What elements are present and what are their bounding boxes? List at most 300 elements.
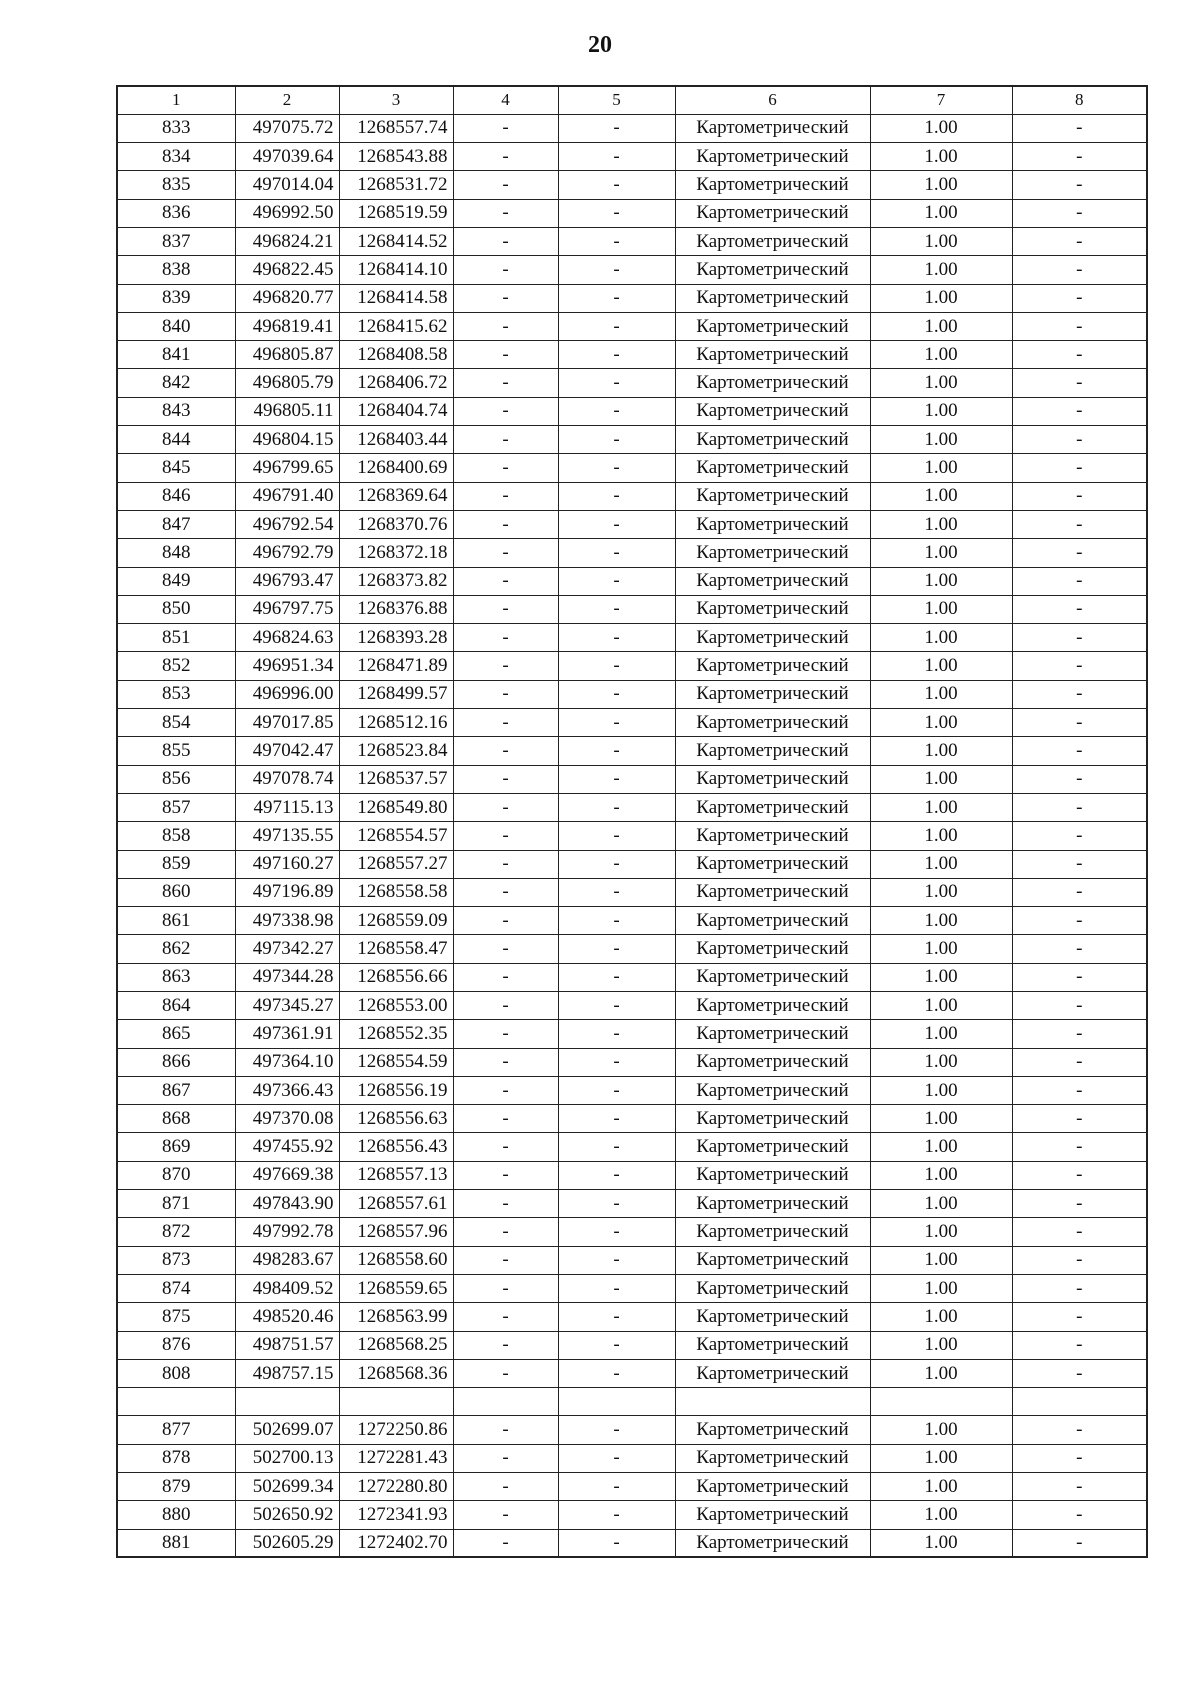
table-row	[117, 1274, 1147, 1302]
cell-coord-y: 1268554.57	[339, 822, 453, 850]
cell-col-4: -	[453, 1303, 558, 1331]
cell-col-8: -	[1012, 709, 1147, 737]
cell-accuracy: 1.00	[870, 312, 1012, 340]
cell-col-4: -	[453, 539, 558, 567]
cell-coord-x: 497843.90	[235, 1190, 339, 1218]
cell-coord-y: 1268558.58	[339, 878, 453, 906]
cell-col-5: -	[558, 1020, 675, 1048]
cell-col-5: -	[558, 1218, 675, 1246]
cell-col-8: -	[1012, 369, 1147, 397]
cell-col-5: -	[558, 850, 675, 878]
cell-col-4: -	[453, 312, 558, 340]
cell-col-4: -	[453, 284, 558, 312]
cell-method: Картометрический	[675, 1501, 870, 1529]
cell-col-5: -	[558, 1246, 675, 1274]
cell-coord-y: 1268559.09	[339, 907, 453, 935]
cell-col-4: -	[453, 227, 558, 255]
cell-col-8: -	[1012, 426, 1147, 454]
cell-col-8: -	[1012, 822, 1147, 850]
cell-col-5: -	[558, 878, 675, 906]
cell-coord-y: 1268415.62	[339, 312, 453, 340]
cell-point-number: 854	[117, 709, 235, 737]
cell-coord-y: 1268563.99	[339, 1303, 453, 1331]
cell-coord-x: 496792.54	[235, 510, 339, 538]
table-row	[117, 143, 1147, 171]
cell-col-5: -	[558, 1105, 675, 1133]
cell-accuracy: 1.00	[870, 992, 1012, 1020]
cell-accuracy: 1.00	[870, 397, 1012, 425]
cell-coord-y: 1268552.35	[339, 1020, 453, 1048]
cell-col-8: -	[1012, 454, 1147, 482]
cell-col-5: -	[558, 227, 675, 255]
cell-col-8: -	[1012, 1303, 1147, 1331]
cell-method	[675, 1388, 870, 1416]
cell-col-5: -	[558, 256, 675, 284]
cell-col-8: -	[1012, 1473, 1147, 1501]
cell-col-4: -	[453, 482, 558, 510]
cell-coord-x: 496804.15	[235, 426, 339, 454]
cell-col-8: -	[1012, 199, 1147, 227]
table-row	[117, 1105, 1147, 1133]
cell-col-5: -	[558, 1359, 675, 1387]
cell-method: Картометрический	[675, 1218, 870, 1246]
header-cell-col-2: 2	[235, 86, 339, 114]
table-row	[117, 1529, 1147, 1557]
cell-coord-x: 502650.92	[235, 1501, 339, 1529]
table-row	[117, 1076, 1147, 1104]
cell-col-5: -	[558, 624, 675, 652]
cell-col-8: -	[1012, 963, 1147, 991]
cell-coord-y: 1268556.43	[339, 1133, 453, 1161]
cell-col-5: -	[558, 510, 675, 538]
cell-coord-y: 1268559.65	[339, 1274, 453, 1302]
cell-col-5: -	[558, 1331, 675, 1359]
table-row	[117, 1020, 1147, 1048]
cell-accuracy: 1.00	[870, 1161, 1012, 1189]
cell-point-number: 845	[117, 454, 235, 482]
cell-col-8: -	[1012, 341, 1147, 369]
table-row	[117, 1048, 1147, 1076]
cell-coord-x: 497344.28	[235, 963, 339, 991]
cell-col-4: -	[453, 1133, 558, 1161]
cell-col-5: -	[558, 1161, 675, 1189]
cell-point-number: 878	[117, 1444, 235, 1472]
cell-accuracy: 1.00	[870, 737, 1012, 765]
cell-coord-y: 1268556.66	[339, 963, 453, 991]
cell-point-number: 848	[117, 539, 235, 567]
cell-col-4: -	[453, 793, 558, 821]
cell-col-4: -	[453, 1501, 558, 1529]
cell-coord-y: 1272341.93	[339, 1501, 453, 1529]
cell-method: Картометрический	[675, 143, 870, 171]
cell-point-number: 840	[117, 312, 235, 340]
cell-point-number	[117, 1388, 235, 1416]
cell-col-4: -	[453, 1246, 558, 1274]
cell-col-8: -	[1012, 510, 1147, 538]
cell-method: Картометрический	[675, 1331, 870, 1359]
cell-col-5: -	[558, 143, 675, 171]
cell-accuracy: 1.00	[870, 1444, 1012, 1472]
cell-coord-x: 496822.45	[235, 256, 339, 284]
cell-col-8	[1012, 1388, 1147, 1416]
cell-coord-y	[339, 1388, 453, 1416]
cell-col-8: -	[1012, 284, 1147, 312]
cell-accuracy: 1.00	[870, 227, 1012, 255]
cell-coord-y: 1268568.25	[339, 1331, 453, 1359]
cell-method: Картометрический	[675, 595, 870, 623]
cell-coord-y: 1268393.28	[339, 624, 453, 652]
cell-coord-y: 1268557.13	[339, 1161, 453, 1189]
cell-accuracy: 1.00	[870, 539, 1012, 567]
cell-coord-y: 1268568.36	[339, 1359, 453, 1387]
cell-point-number: 869	[117, 1133, 235, 1161]
cell-point-number: 842	[117, 369, 235, 397]
cell-point-number: 851	[117, 624, 235, 652]
cell-col-4: -	[453, 171, 558, 199]
cell-method: Картометрический	[675, 369, 870, 397]
cell-coord-y: 1268556.19	[339, 1076, 453, 1104]
cell-accuracy: 1.00	[870, 1529, 1012, 1557]
cell-coord-x: 498283.67	[235, 1246, 339, 1274]
cell-coord-x: 498757.15	[235, 1359, 339, 1387]
cell-accuracy: 1.00	[870, 765, 1012, 793]
cell-col-4: -	[453, 935, 558, 963]
cell-accuracy: 1.00	[870, 1048, 1012, 1076]
table-row	[117, 1416, 1147, 1444]
cell-col-5: -	[558, 426, 675, 454]
header-cell-col-7: 7	[870, 86, 1012, 114]
cell-coord-x: 502605.29	[235, 1529, 339, 1557]
cell-col-4: -	[453, 624, 558, 652]
cell-accuracy: 1.00	[870, 850, 1012, 878]
cell-coord-x: 497455.92	[235, 1133, 339, 1161]
cell-point-number: 861	[117, 907, 235, 935]
cell-col-4	[453, 1388, 558, 1416]
cell-accuracy: 1.00	[870, 369, 1012, 397]
cell-point-number: 855	[117, 737, 235, 765]
cell-accuracy: 1.00	[870, 426, 1012, 454]
cell-method: Картометрический	[675, 1048, 870, 1076]
cell-coord-x: 497017.85	[235, 709, 339, 737]
cell-point-number: 836	[117, 199, 235, 227]
cell-point-number: 837	[117, 227, 235, 255]
table-row	[117, 793, 1147, 821]
cell-method: Картометрический	[675, 793, 870, 821]
cell-method: Картометрический	[675, 1444, 870, 1472]
cell-col-4: -	[453, 822, 558, 850]
cell-point-number: 853	[117, 680, 235, 708]
cell-coord-x: 496824.21	[235, 227, 339, 255]
cell-coord-x: 497669.38	[235, 1161, 339, 1189]
cell-col-5: -	[558, 737, 675, 765]
cell-col-8: -	[1012, 482, 1147, 510]
cell-col-5: -	[558, 312, 675, 340]
cell-col-5: -	[558, 765, 675, 793]
cell-method: Картометрический	[675, 539, 870, 567]
cell-coord-x: 502699.34	[235, 1473, 339, 1501]
cell-coord-x: 498751.57	[235, 1331, 339, 1359]
cell-coord-x: 497075.72	[235, 114, 339, 142]
cell-col-4: -	[453, 1359, 558, 1387]
cell-col-8: -	[1012, 907, 1147, 935]
cell-accuracy: 1.00	[870, 567, 1012, 595]
cell-col-5: -	[558, 963, 675, 991]
cell-accuracy: 1.00	[870, 1359, 1012, 1387]
table-row	[117, 1331, 1147, 1359]
table-row	[117, 1473, 1147, 1501]
cell-col-5: -	[558, 482, 675, 510]
cell-coord-y: 1272281.43	[339, 1444, 453, 1472]
cell-col-4: -	[453, 454, 558, 482]
cell-method: Картометрический	[675, 1020, 870, 1048]
cell-coord-y: 1268523.84	[339, 737, 453, 765]
cell-col-8: -	[1012, 1161, 1147, 1189]
cell-point-number: 864	[117, 992, 235, 1020]
cell-coord-y: 1268376.88	[339, 595, 453, 623]
cell-accuracy: 1.00	[870, 624, 1012, 652]
cell-point-number: 873	[117, 1246, 235, 1274]
header-cell-col-5: 5	[558, 86, 675, 114]
cell-accuracy: 1.00	[870, 652, 1012, 680]
cell-coord-x: 496951.34	[235, 652, 339, 680]
table-row	[117, 1359, 1147, 1387]
cell-method: Картометрический	[675, 114, 870, 142]
cell-accuracy	[870, 1388, 1012, 1416]
table-row	[117, 284, 1147, 312]
cell-col-5: -	[558, 907, 675, 935]
cell-method: Картометрический	[675, 652, 870, 680]
cell-col-8: -	[1012, 567, 1147, 595]
cell-accuracy: 1.00	[870, 199, 1012, 227]
cell-coord-x: 497992.78	[235, 1218, 339, 1246]
cell-coord-y: 1268557.96	[339, 1218, 453, 1246]
cell-col-8: -	[1012, 624, 1147, 652]
cell-col-4: -	[453, 1529, 558, 1557]
cell-col-8: -	[1012, 1416, 1147, 1444]
cell-col-4: -	[453, 397, 558, 425]
cell-point-number: 871	[117, 1190, 235, 1218]
cell-accuracy: 1.00	[870, 1076, 1012, 1104]
cell-coord-y: 1268549.80	[339, 793, 453, 821]
cell-col-4: -	[453, 907, 558, 935]
cell-col-4: -	[453, 1020, 558, 1048]
cell-coord-y: 1268414.52	[339, 227, 453, 255]
cell-accuracy: 1.00	[870, 907, 1012, 935]
cell-coord-x: 497078.74	[235, 765, 339, 793]
cell-point-number: 858	[117, 822, 235, 850]
cell-col-4: -	[453, 595, 558, 623]
cell-col-4: -	[453, 963, 558, 991]
table-row	[117, 595, 1147, 623]
cell-accuracy: 1.00	[870, 341, 1012, 369]
cell-coord-y: 1268557.27	[339, 850, 453, 878]
cell-col-5: -	[558, 1501, 675, 1529]
table-row	[117, 199, 1147, 227]
cell-coord-y: 1268471.89	[339, 652, 453, 680]
cell-method: Картометрический	[675, 935, 870, 963]
cell-col-5: -	[558, 1048, 675, 1076]
table-row	[117, 963, 1147, 991]
cell-accuracy: 1.00	[870, 1218, 1012, 1246]
table-row	[117, 114, 1147, 142]
table-row	[117, 1303, 1147, 1331]
table-row	[117, 878, 1147, 906]
cell-method: Картометрический	[675, 1359, 870, 1387]
cell-col-4: -	[453, 1331, 558, 1359]
cell-point-number: 835	[117, 171, 235, 199]
cell-col-5: -	[558, 1416, 675, 1444]
cell-coord-y: 1268499.57	[339, 680, 453, 708]
table-row	[117, 256, 1147, 284]
cell-coord-y: 1268372.18	[339, 539, 453, 567]
cell-col-8: -	[1012, 652, 1147, 680]
cell-coord-x: 496805.11	[235, 397, 339, 425]
cell-col-8: -	[1012, 737, 1147, 765]
table-row	[117, 765, 1147, 793]
cell-coord-x: 496805.87	[235, 341, 339, 369]
header-cell-col-3: 3	[339, 86, 453, 114]
cell-col-5: -	[558, 709, 675, 737]
cell-col-5: -	[558, 1473, 675, 1501]
cell-point-number: 880	[117, 1501, 235, 1529]
table-row	[117, 510, 1147, 538]
cell-method: Картометрический	[675, 963, 870, 991]
cell-col-4: -	[453, 765, 558, 793]
table-row	[117, 1133, 1147, 1161]
cell-point-number: 875	[117, 1303, 235, 1331]
cell-point-number: 850	[117, 595, 235, 623]
cell-col-4: -	[453, 992, 558, 1020]
cell-coord-x: 497364.10	[235, 1048, 339, 1076]
cell-point-number: 844	[117, 426, 235, 454]
cell-method: Картометрический	[675, 765, 870, 793]
table-row	[117, 1246, 1147, 1274]
cell-accuracy: 1.00	[870, 680, 1012, 708]
cell-coord-x	[235, 1388, 339, 1416]
cell-point-number: 865	[117, 1020, 235, 1048]
cell-col-8: -	[1012, 1020, 1147, 1048]
header-cell-col-8: 8	[1012, 86, 1147, 114]
cell-coord-y: 1268414.10	[339, 256, 453, 284]
cell-coord-x: 496799.65	[235, 454, 339, 482]
cell-col-8: -	[1012, 1218, 1147, 1246]
cell-point-number: 847	[117, 510, 235, 538]
cell-col-5: -	[558, 397, 675, 425]
cell-col-8: -	[1012, 878, 1147, 906]
cell-col-5: -	[558, 1529, 675, 1557]
cell-col-4: -	[453, 652, 558, 680]
cell-col-8: -	[1012, 935, 1147, 963]
cell-coord-y: 1268557.74	[339, 114, 453, 142]
cell-point-number: 856	[117, 765, 235, 793]
table-row	[117, 709, 1147, 737]
cell-col-4: -	[453, 426, 558, 454]
table-row	[117, 454, 1147, 482]
cell-col-4: -	[453, 680, 558, 708]
cell-coord-x: 497115.13	[235, 793, 339, 821]
cell-coord-x: 497196.89	[235, 878, 339, 906]
cell-accuracy: 1.00	[870, 114, 1012, 142]
cell-accuracy: 1.00	[870, 482, 1012, 510]
cell-col-8: -	[1012, 1501, 1147, 1529]
cell-point-number: 881	[117, 1529, 235, 1557]
cell-col-8: -	[1012, 680, 1147, 708]
cell-col-8: -	[1012, 1274, 1147, 1302]
cell-method: Картометрический	[675, 510, 870, 538]
cell-accuracy: 1.00	[870, 1501, 1012, 1529]
cell-col-4: -	[453, 114, 558, 142]
cell-col-5: -	[558, 1190, 675, 1218]
cell-coord-y: 1268531.72	[339, 171, 453, 199]
header-cell-col-1: 1	[117, 86, 235, 114]
cell-col-8: -	[1012, 227, 1147, 255]
cell-col-8: -	[1012, 1133, 1147, 1161]
cell-coord-y: 1268370.76	[339, 510, 453, 538]
cell-method: Картометрический	[675, 1303, 870, 1331]
cell-coord-y: 1268558.47	[339, 935, 453, 963]
cell-col-8: -	[1012, 1190, 1147, 1218]
cell-method: Картометрический	[675, 199, 870, 227]
cell-point-number: 872	[117, 1218, 235, 1246]
cell-method: Картометрический	[675, 822, 870, 850]
cell-coord-x: 498409.52	[235, 1274, 339, 1302]
cell-method: Картометрический	[675, 1133, 870, 1161]
table-row	[117, 907, 1147, 935]
table-row	[117, 992, 1147, 1020]
cell-coord-x: 497014.04	[235, 171, 339, 199]
cell-accuracy: 1.00	[870, 709, 1012, 737]
cell-coord-y: 1272250.86	[339, 1416, 453, 1444]
cell-coord-y: 1268414.58	[339, 284, 453, 312]
table-row	[117, 482, 1147, 510]
cell-col-4: -	[453, 256, 558, 284]
cell-col-5: -	[558, 199, 675, 227]
table-row	[117, 312, 1147, 340]
cell-point-number: 849	[117, 567, 235, 595]
table-row	[117, 341, 1147, 369]
table-row	[117, 1190, 1147, 1218]
cell-coord-x: 496792.79	[235, 539, 339, 567]
cell-accuracy: 1.00	[870, 1473, 1012, 1501]
cell-method: Картометрический	[675, 1473, 870, 1501]
cell-coord-x: 497039.64	[235, 143, 339, 171]
cell-coord-x: 497338.98	[235, 907, 339, 935]
cell-point-number: 839	[117, 284, 235, 312]
table-row	[117, 369, 1147, 397]
cell-col-8: -	[1012, 1529, 1147, 1557]
cell-accuracy: 1.00	[870, 143, 1012, 171]
cell-col-5: -	[558, 935, 675, 963]
header-cell-col-6: 6	[675, 86, 870, 114]
cell-col-5: -	[558, 284, 675, 312]
cell-accuracy: 1.00	[870, 1133, 1012, 1161]
table-row	[117, 652, 1147, 680]
cell-coord-x: 497345.27	[235, 992, 339, 1020]
cell-coord-y: 1268537.57	[339, 765, 453, 793]
cell-col-4: -	[453, 1076, 558, 1104]
table-row	[117, 397, 1147, 425]
cell-col-5: -	[558, 114, 675, 142]
cell-coord-y: 1268400.69	[339, 454, 453, 482]
cell-col-5: -	[558, 822, 675, 850]
cell-col-8: -	[1012, 171, 1147, 199]
cell-method: Картометрический	[675, 709, 870, 737]
cell-method: Картометрический	[675, 1161, 870, 1189]
cell-coord-x: 497366.43	[235, 1076, 339, 1104]
cell-point-number: 846	[117, 482, 235, 510]
cell-col-4: -	[453, 199, 558, 227]
cell-coord-y: 1268406.72	[339, 369, 453, 397]
